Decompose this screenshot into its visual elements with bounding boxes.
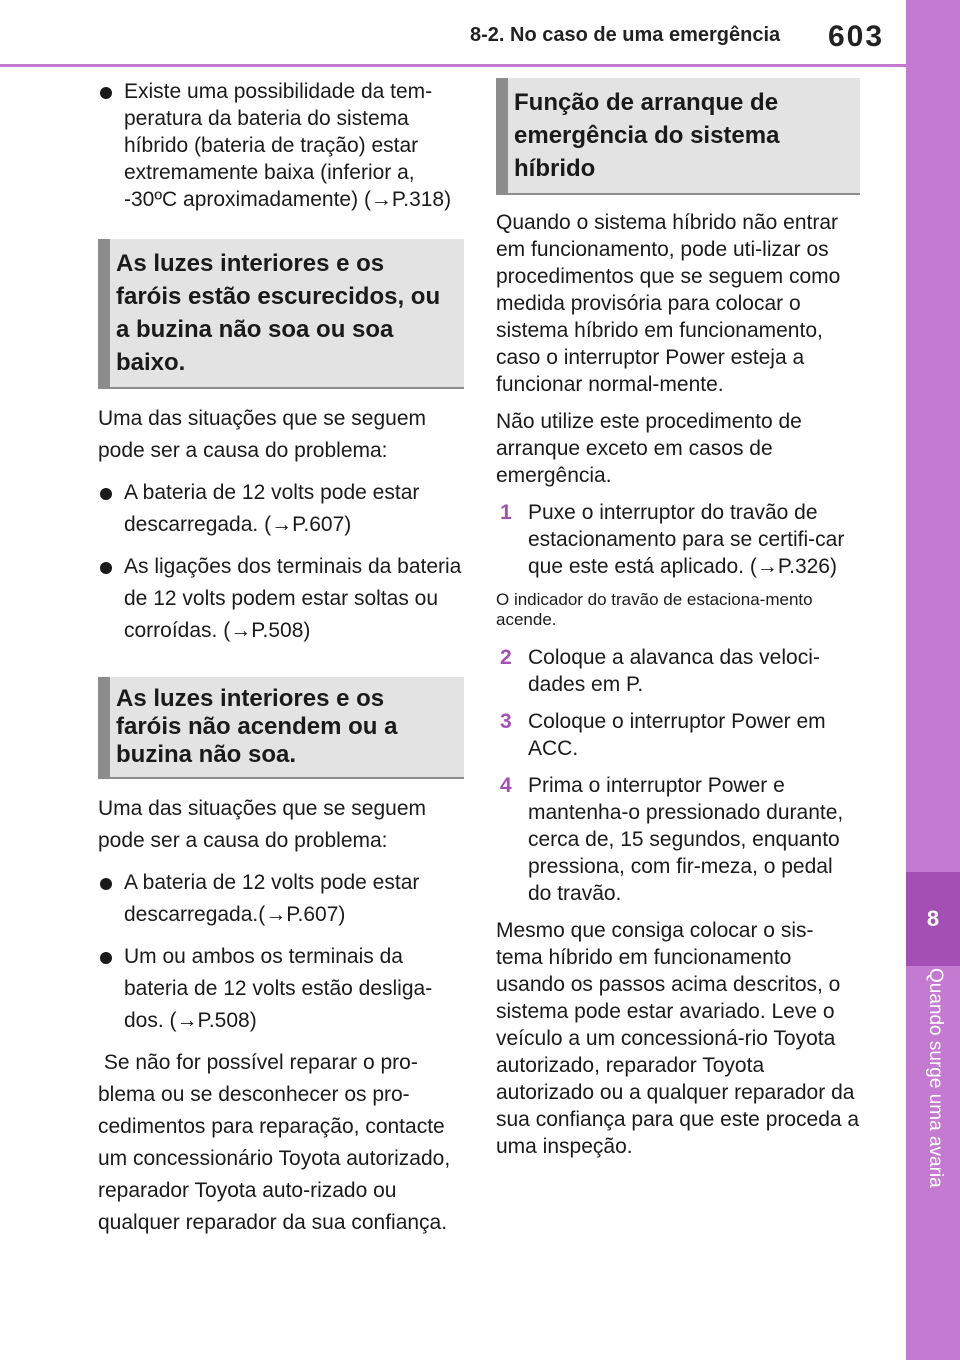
emergency-closing: Mesmo que consiga colocar o sis-tema híbrido em funcionamento usando os passos acima descritos, o sistema pode estar avariado. Leve o veículo a um concessioná-rio Toyota autorizado, reparador Toyota autorizado ou a qualquer reparador da sua confiança para que este proceda a uma inspeção. xyxy=(496,919,860,1158)
section2-bullet-2: Um ou ambos os terminais da bateria de 12 volts estão desliga-dos. (→P.508) xyxy=(98,941,464,1037)
chapter-number: 8 xyxy=(906,872,960,966)
section2-bullet-1: A bateria de 12 volts pode estar descarregada.(→P.607) xyxy=(98,867,464,931)
step-number: 2 xyxy=(500,646,512,669)
emergency-warning: Não utilize este procedimento de arranque exceto em casos de emergência. xyxy=(496,410,802,487)
section2-closing: Se não for possível reparar o pro-blema ou se desconhecer os pro-cedimentos para reparação, contacte um concessionário Toyota autorizado, reparador Toyota auto-rizado ou qualquer reparador da sua confiança. xyxy=(98,1051,456,1234)
section1-bullet-2: As ligações dos terminais da bateria de 12 volts podem estar soltas ou corroídas. (→P.508) xyxy=(98,551,464,647)
step-1-note: O indicador do travão de estaciona-mento acende. xyxy=(496,590,813,629)
step-number: 4 xyxy=(500,774,512,797)
step-3 xyxy=(496,708,860,762)
section1-intro: Uma das situações que se seguem pode ser a causa do problema: xyxy=(98,407,427,462)
section-heading-no-lights: As luzes interiores e os faróis não acendem ou a buzina não soa. xyxy=(98,677,464,779)
step-2 xyxy=(496,644,860,698)
step-text: Puxe o interruptor do travão de estacionamento para se certifi-car que este está aplicado. (→P.326) xyxy=(528,501,845,578)
section2-intro: Uma das situações que se seguem pode ser a causa do problema: xyxy=(98,797,427,852)
left-column xyxy=(98,78,464,1249)
step-number: 1 xyxy=(500,501,512,524)
step-text: Coloque o interruptor Power em ACC. xyxy=(528,710,826,760)
section-heading-dim-lights: As luzes interiores e os faróis estão escurecidos, ou a buzina não soa ou soa baixo. xyxy=(98,239,464,389)
section-title: 8-2. No caso de uma emergência xyxy=(470,24,781,46)
section1-bullet-1: A bateria de 12 volts pode estar descarregada. (→P.607) xyxy=(98,477,464,541)
emergency-intro: Quando o sistema híbrido não entrar em funcionamento, pode uti-lizar os procedimentos que se seguem como medida provisória para colocar o sistema híbrido em funcionamento, caso o interruptor Power esteja a funcionar normal-mente. xyxy=(496,211,841,396)
header-rule xyxy=(0,64,906,67)
chapter-title: Quando surge uma avaria xyxy=(925,968,946,1188)
step-text: Prima o interruptor Power e mantenha-o pressionado durante, cerca de, 15 segundos, enquanto pressiona, com fir-meza, o pedal do travão. xyxy=(528,774,844,905)
chapter-side-tab xyxy=(906,0,960,1360)
step-text: Coloque a alavanca das veloci-dades em P. xyxy=(528,646,820,696)
step-number: 3 xyxy=(500,710,512,733)
intro-bullet: Existe uma possibilidade da tem-peratura da bateria do sistema híbrido (bateria de tração) estar extremamente baixa (inferior a, -30ºC aproximadamente) (→P.318) xyxy=(98,78,464,213)
section-heading-emergency-start: Função de arranque de emergência do sistema híbrido xyxy=(496,78,860,195)
step-1 xyxy=(496,499,860,580)
page-number: 603 xyxy=(828,20,885,53)
step-4 xyxy=(496,772,860,907)
right-column xyxy=(496,78,860,1170)
